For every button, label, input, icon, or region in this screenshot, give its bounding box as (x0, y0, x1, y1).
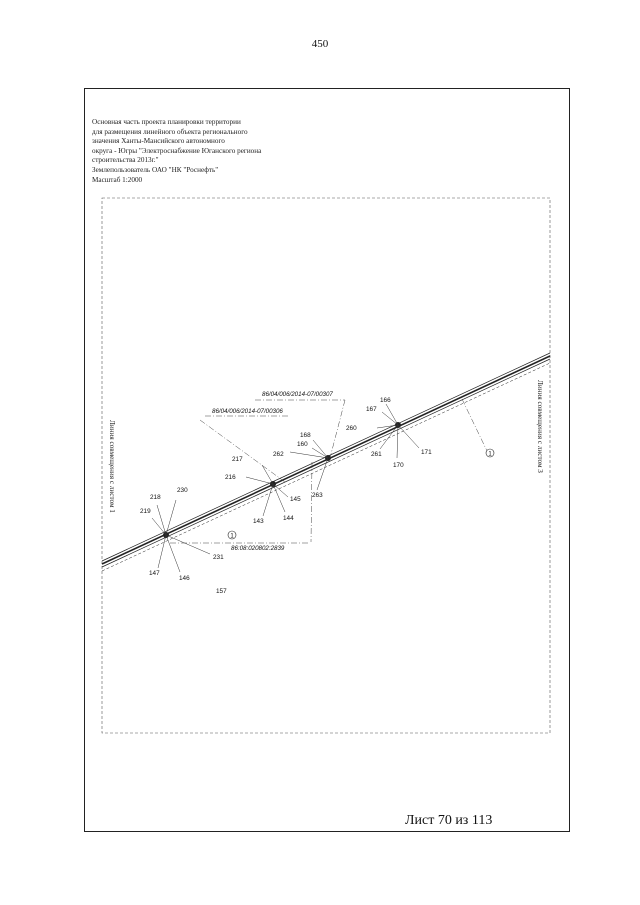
title-line: Основная часть проекта планировки территории (92, 118, 241, 126)
point-label: 217 (232, 456, 243, 463)
point-label: 262 (273, 451, 284, 458)
point-label: 144 (283, 515, 294, 522)
point-label: 157 (216, 588, 227, 595)
point-label: 171 (421, 449, 432, 456)
point-label: 170 (393, 462, 404, 469)
point-label: 167 (366, 406, 377, 413)
corridor-band (102, 353, 550, 571)
point-label: 147 (149, 570, 160, 577)
point-label: 260 (346, 425, 357, 432)
cadastral-number: 86/04/006/2014-07/00307 (262, 391, 333, 398)
title-line: строительства 2013г." (92, 156, 159, 165)
scale-label: Масштаб 1:2000 (92, 175, 143, 184)
point-label: 143 (253, 518, 264, 525)
point-label: 166 (380, 397, 391, 404)
cadastral-number: 86/04/006/2014-07/00306 (212, 408, 283, 415)
point-labels (140, 397, 432, 595)
point-label: 261 (371, 451, 382, 458)
svg-text:1: 1 (230, 533, 234, 540)
point-label: 146 (179, 575, 190, 582)
parcel-boundaries (170, 399, 488, 543)
point-label: 145 (290, 496, 301, 503)
title-line: значения Ханты-Мансийского автономного (92, 137, 225, 146)
circle-marker (228, 531, 236, 540)
point-label: 219 (140, 508, 151, 515)
svg-text:1: 1 (488, 451, 492, 458)
title-line: для размещения линейного объекта регионального (92, 127, 248, 136)
title-line: Землепользователь ОАО "НК "Роснефть" (92, 165, 219, 174)
sheet-label: Лист 70 из 113 (405, 813, 493, 828)
point-label: 230 (177, 487, 188, 494)
point-label: 231 (213, 554, 224, 561)
circle-marker (486, 449, 494, 458)
point-label: 263 (312, 492, 323, 499)
point-label: 168 (300, 432, 311, 439)
match-line-right: Линия совмещения с листом 3 (536, 380, 544, 473)
point-label: 218 (150, 494, 161, 501)
match-line-left: Линия совмещения с листом 1 (108, 420, 116, 513)
point-label: 216 (225, 474, 236, 481)
cadastral-number: 86:08:020802:2839 (231, 545, 285, 552)
drawing-area-border (102, 198, 550, 733)
point-label: 160 (297, 441, 308, 448)
page-number: 450 (311, 38, 329, 50)
title-line: округа - Югры "Электроснабжение Юганского региона (92, 146, 262, 155)
leader-lines (152, 404, 419, 572)
